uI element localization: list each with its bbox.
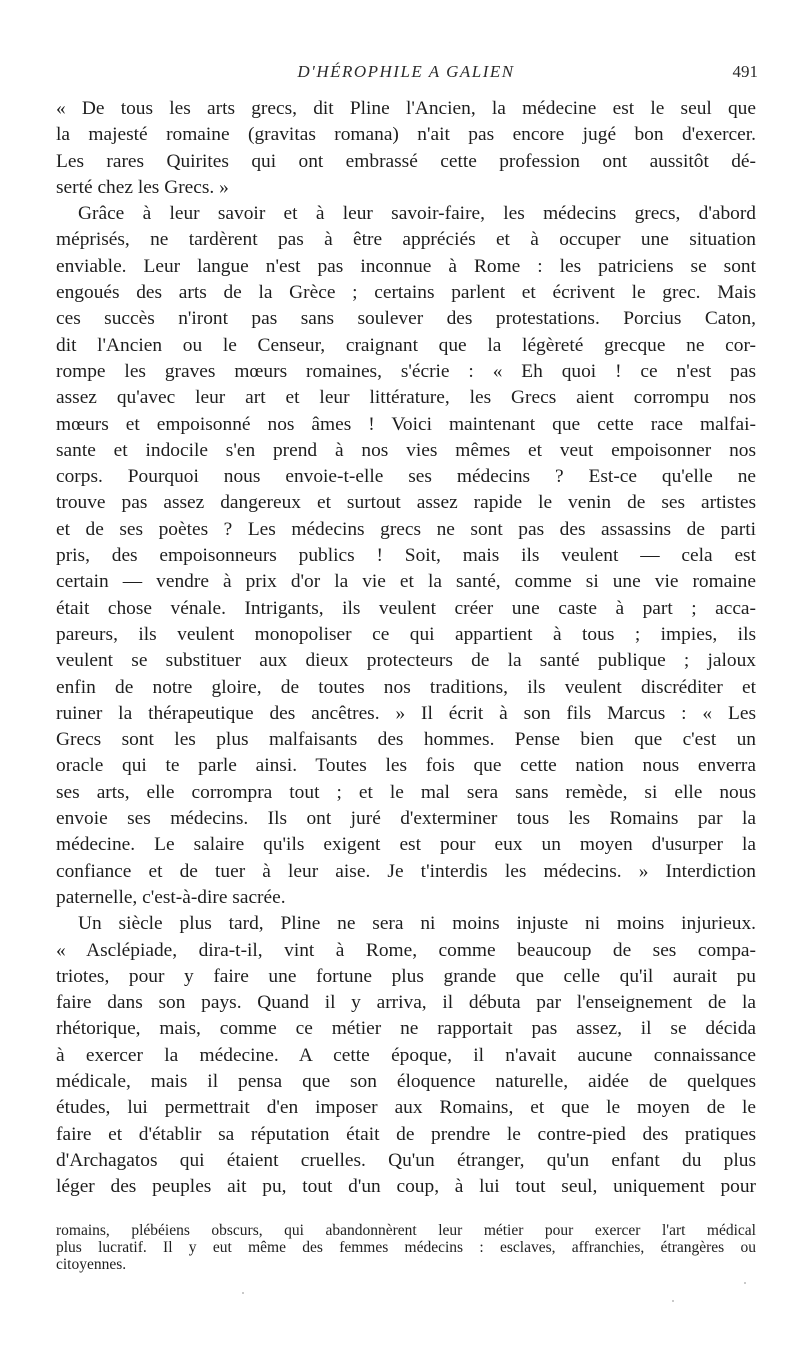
text-line: paternelle, c'est-à-dire sacrée. [56, 886, 286, 908]
running-header [56, 62, 756, 86]
text-line: léger des peuples ait pu, tout d'un coup, à lui tout seul, uniquement pour [56, 1176, 756, 1198]
text-line: à exercer la médecine. A cette époque, il n'avait aucune connaissance [56, 1044, 756, 1066]
text-line: confiance et de tuer à leur aise. Je t'interdis les médecins. » Interdiction [56, 860, 756, 882]
footnote [56, 1222, 756, 1273]
text-line: dit l'Ancien ou le Censeur, craignant que la légèreté grecque ne cor- [56, 334, 756, 356]
text-line: pareurs, ils veulent monopoliser ce qui appartient à tous ; impies, ils [56, 623, 756, 645]
text-line: « De tous les arts grecs, dit Pline l'Ancien, la médecine est le seul que [56, 98, 756, 119]
text-line: ses arts, elle corrompra tout ; et le mal sera sans remède, si elle nous [56, 781, 756, 803]
text-line: triotes, pour y faire une fortune plus grande que celle qu'il aurait pu [56, 965, 756, 987]
text-line: d'Archagatos qui étaient cruelles. Qu'un étranger, qu'un enfant du plus [56, 1149, 756, 1171]
text-line: certain — vendre à prix d'or la vie et la santé, comme si une vie romaine [56, 571, 756, 593]
text-line: médecine. Le salaire qu'ils exigent est pour eux un moyen d'usurper la [56, 834, 756, 856]
body-text [56, 96, 756, 1200]
text-line: médicale, mais il pensa que son éloquence naturelle, aidée de quelques [56, 1070, 756, 1092]
text-line: veulent se substituer aux dieux protecteurs de la santé publique ; jaloux [56, 650, 756, 672]
text-line: pris, des empoisonneurs publics ! Soit, mais ils veulent — cela est [56, 545, 756, 567]
text-line: ces succès n'iront pas sans soulever des protestations. Porcius Caton, [56, 308, 756, 330]
text-line: sante et indocile s'en prend à nos vies mêmes et veut empoisonner nos [56, 439, 756, 461]
text-line: « Asclépiade, dira-t-il, vint à Rome, comme beaucoup de ses compa- [56, 939, 756, 961]
text-line: enfin de notre gloire, de toutes nos traditions, ils veulent discréditer et [56, 676, 756, 698]
footnote-line: plus lucratif. Il y eut même des femmes médecins : esclaves, affranchies, étrangères ou [56, 1239, 756, 1256]
text-line: rompe les graves mœurs romaines, s'écrie : « Eh quoi ! ce n'est pas [56, 360, 756, 382]
text-line: trouve pas assez dangereux et surtout assez rapide le venin de ses artistes [56, 492, 756, 514]
text-line: études, lui permettrait d'en imposer aux Romains, et que le moyen de le [56, 1097, 756, 1119]
paper-speck [672, 1300, 674, 1302]
paper-speck [242, 1292, 244, 1294]
text-line: méprisés, ne tardèrent pas à être appréciés et à occuper une situation [56, 229, 756, 251]
text-line: oracle qui te parle ainsi. Toutes les fois que cette nation nous enverra [56, 755, 756, 777]
page-number: 491 [732, 62, 758, 81]
text-line: était chose vénale. Intrigants, ils veulent créer une caste à part ; acca- [56, 597, 756, 619]
paper-speck [744, 1282, 746, 1284]
text-line: Les rares Quirites qui ont embrassé cette profession ont aussitôt dé- [56, 150, 756, 172]
text-line: Grecs sont les plus malfaisants des hommes. Pense bien que c'est un [56, 729, 756, 751]
text-line: la majesté romaine (gravitas romana) n'ait pas encore jugé bon d'exercer. [56, 124, 756, 146]
text-line: Grâce à leur savoir et à leur savoir-faire, les médecins grecs, d'abord [78, 203, 756, 225]
text-line: corps. Pourquoi nous envoie-t-elle ses médecins ? Est-ce qu'elle ne [56, 466, 756, 488]
running-title: D'HÉROPHILE A GALIEN [297, 62, 515, 81]
text-line: envoie ses médecins. Ils ont juré d'exterminer tous les Romains par la [56, 808, 756, 830]
footnote-line: romains, plébéiens obscurs, qui abandonnèrent leur métier pour exercer l'art médical [56, 1222, 756, 1239]
text-line: rhétorique, mais, comme ce métier ne rapportait pas assez, il se décida [56, 1018, 756, 1040]
text-line: enviable. Leur langue n'est pas inconnue à Rome : les patriciens se sont [56, 255, 756, 277]
text-line: assez qu'avec leur art et leur littérature, les Grecs aient corrompu nos [56, 387, 756, 409]
text-line: serté chez les Grecs. » [56, 176, 229, 198]
footnote-line: citoyennes. [56, 1256, 127, 1273]
text-line: faire et d'établir sa réputation était de prendre le contre-pied des pratiques [56, 1123, 756, 1145]
text-line: faire dans son pays. Quand il y arriva, il débuta par l'enseignement de la [56, 992, 756, 1014]
text-line: ruiner la thérapeutique des ancêtres. » Il écrit à son fils Marcus : « Les [56, 702, 756, 724]
text-line: mœurs et empoisonné nos âmes ! Voici maintenant que cette race malfai- [56, 413, 756, 435]
text-line: Un siècle plus tard, Pline ne sera ni moins injuste ni moins injurieux. [78, 913, 756, 935]
text-line: engoués des arts de la Grèce ; certains parlent et écrivent le grec. Mais [56, 282, 756, 304]
text-line: et de ses poètes ? Les médecins grecs ne sont pas des assassins de parti [56, 518, 756, 540]
